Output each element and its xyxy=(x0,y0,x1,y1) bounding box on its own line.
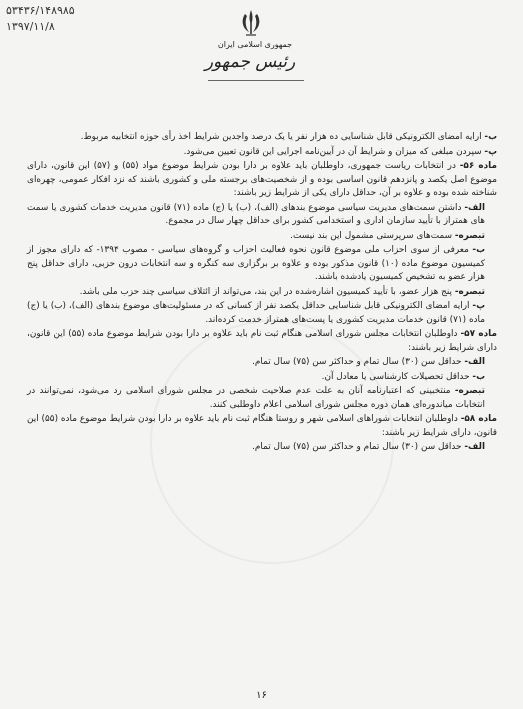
article-text: داوطلبان انتخابات شوراهای اسلامی شهر و روستا هنگام ثبت نام باید علاوه بر دارا بودن شرایط موضوع ماده (۵۵) این قانون، دارای شرایط زیر باشند: xyxy=(27,414,497,438)
article-label: ماده ۵۸- xyxy=(460,414,497,424)
clause-text: معرفی از سوی احزاب ملی موضوع قانون نحوه فعالیت احزاب و گروه‌های سیاسی - مصوب ۱۳۹۴- که دارای مجوز از کمیسیون موضوع ماده (۱۰) قانون مذکور بوده و علاوه بر برگزاری سه کنگره و سه انتخابات درون حزبی، دارای حداقل پنج هزار عضو به تشخیص کمیسیون یادشده باشند. xyxy=(27,245,485,282)
paragraph xyxy=(27,131,497,145)
note-label: تبصره- xyxy=(454,386,485,396)
article-text: در انتخابات ریاست جمهوری، داوطلبان باید علاوه بر دارا بودن شرایط موضوع مواد (۵۵) و (۵۷) این قانون، دارای موضوع اصل یکصد و پانزدهم قانون اساسی بوده و از شخصیت‌های برجسته ملی و کشوری باشند که نزد افکار عمومی، چهره‌ای شناخته شده بوده و علاوه بر آن، حداقل دارای یکی از شرایط زیر باشند: xyxy=(27,161,497,198)
paragraph xyxy=(27,244,497,285)
clause-text: حداقل تحصیلات کارشناسی یا معادل آن. xyxy=(321,371,473,382)
note-label: تبصره- xyxy=(454,286,485,297)
paragraph xyxy=(27,286,497,300)
clause-text: حداقل سن (۳۰) سال تمام و حداکثر سن (۷۵) سال تمام. xyxy=(252,357,465,367)
note-text: پنج هزار عضو، با تأیید کمیسیون اشاره‌شده در این بند، می‌تواند از ائتلاف سیاسی چند حزب ملی باشد. xyxy=(79,286,455,297)
note-label: تبصره- xyxy=(454,230,485,241)
document-body xyxy=(27,131,497,456)
note-text: سمت‌های سرپرستی مشمول این بند نیست. xyxy=(290,230,455,241)
clause-label: ب- xyxy=(472,245,485,255)
paragraph xyxy=(27,356,497,370)
clause-label: الف- xyxy=(464,357,485,367)
paragraph xyxy=(27,300,497,327)
clause-text: ارایه امضای الکترونیکی قابل شناسایی ده هزار نفر یا یک درصد واجدین شرایط اخذ رأی حوزه انتخابیه مربوط. xyxy=(80,132,485,142)
clause-text: حداقل سن (۳۰) سال تمام و حداکثر سن (۷۵) سال تمام. xyxy=(252,442,465,452)
paragraph xyxy=(27,202,497,229)
reference-number: ۵۳۴۳۶/۱۴۸۹۸۵ xyxy=(6,4,75,17)
article-label: ماده ۵۷- xyxy=(460,329,497,339)
clause-label: الف- xyxy=(464,202,485,213)
clause-label: الف- xyxy=(464,442,485,452)
article-text: داوطلبان انتخابات مجلس شورای اسلامی هنگام ثبت نام باید علاوه بر دارا بودن شرایط موضوع ماده (۵۵) این قانون، دارای شرایط زیر باشند: xyxy=(27,329,497,353)
article-label: ماده ۵۶- xyxy=(459,161,497,171)
clause-text: داشتن سمت‌های مدیریت سیاسی موضوع بندهای (الف)، (ب) یا (ج) ماده (۷۱) قانون مدیریت خدمات کشوری یا سمت های همتراز با تأیید سازمان اداری و استخدامی کشور برای حداقل چهار سال در مجموع. xyxy=(27,202,485,226)
header-office: رئیس جمهور xyxy=(204,52,296,72)
paragraph xyxy=(27,160,497,201)
clause-text: سپردن مبلغی که میزان و شرایط آن در آیین‌نامه اجرایی این قانون تعیین می‌شود. xyxy=(183,146,485,157)
note-text: منتخبینی که اعتبارنامه آنان به علت عدم صلاحیت شخصی در مجلس شورای اسلامی رد می‌شود، نمی‌توانند در انتخابات میاندوره‌ای همان دوره مجلس شورای اسلامی اعلام داوطلبی کنند. xyxy=(27,386,485,410)
document-date: ۱۳۹۷/۱۱/۸ xyxy=(6,20,55,33)
iran-emblem-icon xyxy=(236,8,266,38)
paragraph xyxy=(27,413,497,440)
clause-text: ارایه امضای الکترونیکی قابل شناسایی حداقل یکصد نفر از کسانی که در مسئولیت‌های موضوع بندهای (الف)، (ب) یا (ج) ماده (۷۱) قانون خدمات مدیریت کشوری یا پست‌های همتراز خدمت کرده‌اند. xyxy=(27,301,485,325)
header-country: جمهوری اسلامی ایران xyxy=(217,40,293,49)
paragraph xyxy=(27,146,497,160)
clause-label: ب- xyxy=(484,132,497,142)
page-number: ۱۶ xyxy=(256,690,267,701)
header-divider xyxy=(208,80,304,81)
paragraph xyxy=(27,441,497,455)
paragraph xyxy=(27,385,497,412)
paragraph xyxy=(27,230,497,244)
clause-label: پ- xyxy=(484,146,497,157)
paragraph xyxy=(27,371,497,385)
paragraph xyxy=(27,328,497,355)
clause-label: پ- xyxy=(472,301,485,311)
clause-label: ب- xyxy=(472,371,485,382)
